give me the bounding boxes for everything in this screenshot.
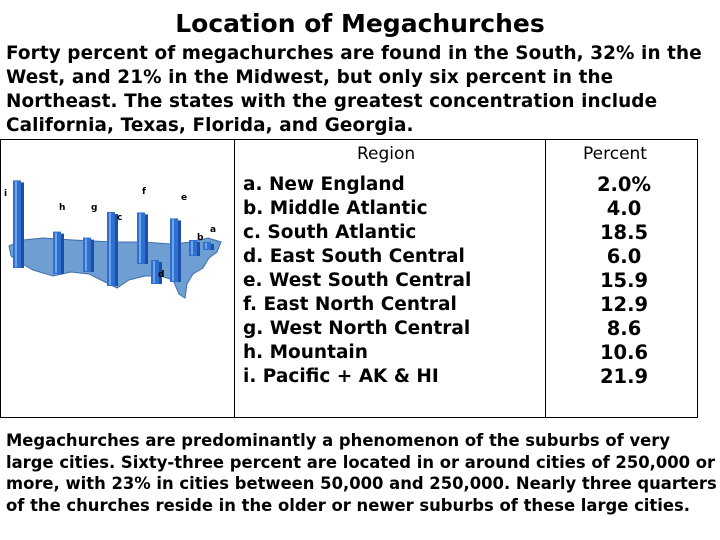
map-bar (83, 238, 94, 272)
map-bar-label: f (142, 187, 146, 197)
region-percent: 10.6 (599, 341, 649, 364)
map-bar (107, 212, 118, 286)
page-title: Location of Megachurches (175, 9, 545, 38)
map-bar (53, 232, 64, 274)
map-bar-label: e (181, 193, 188, 203)
map-bar-label: b (197, 233, 204, 243)
region-percent: 18.5 (599, 221, 649, 244)
map-bar-label: c (117, 213, 123, 223)
region-name: d. East South Central (243, 246, 465, 267)
region-table (0, 139, 698, 418)
map-bar-label: d (158, 270, 165, 280)
us-region-map (3, 176, 231, 310)
region-name: b. Middle Atlantic (243, 198, 428, 219)
table-divider (545, 140, 546, 417)
region-percent: 21.9 (599, 365, 649, 388)
region-name: i. Pacific + AK & HI (243, 366, 439, 387)
intro-paragraph: Forty percent of megachurches are found in the South, 32% in the West, and 21% in the Midwest, but only six percent in the Northeast. The states with the greatest concentration include California, Texas, Florida, and Georgia. (6, 43, 702, 136)
map-bar (137, 212, 148, 264)
region-name: g. West North Central (243, 318, 471, 339)
region-name: e. West South Central (243, 270, 472, 291)
percent-header: Percent (583, 144, 647, 164)
map-bar-label: g (91, 203, 98, 213)
outro-paragraph: Megachurches are predominantly a phenomenon of the suburbs of very large cities. Sixty-three percent are located in or around cities of 250,000 or more, with 23% in cities between 50,000 and 250,000. Nearly three quarters of the churches reside in the older or newer suburbs of these large cities. (6, 431, 717, 515)
region-header: Region (357, 144, 416, 164)
region-percent: 4.0 (606, 197, 642, 220)
region-percent: 2.0% (596, 173, 652, 196)
region-percent: 15.9 (599, 269, 649, 292)
region-name: h. Mountain (243, 342, 368, 363)
region-name: a. New England (243, 174, 405, 195)
map-bar-label: a (210, 225, 217, 235)
region-name: c. South Atlantic (243, 222, 417, 243)
map-bar (170, 218, 181, 282)
region-percent: 6.0 (606, 245, 642, 268)
region-name: f. East North Central (243, 294, 457, 315)
table-divider (234, 140, 235, 417)
map-bar (13, 180, 24, 268)
percent-list (549, 173, 699, 389)
region-list (243, 173, 471, 389)
region-percent: 8.6 (606, 317, 642, 340)
map-bar-label: i (4, 189, 8, 199)
map-bar-label: h (59, 203, 66, 213)
region-percent: 12.9 (599, 293, 649, 316)
